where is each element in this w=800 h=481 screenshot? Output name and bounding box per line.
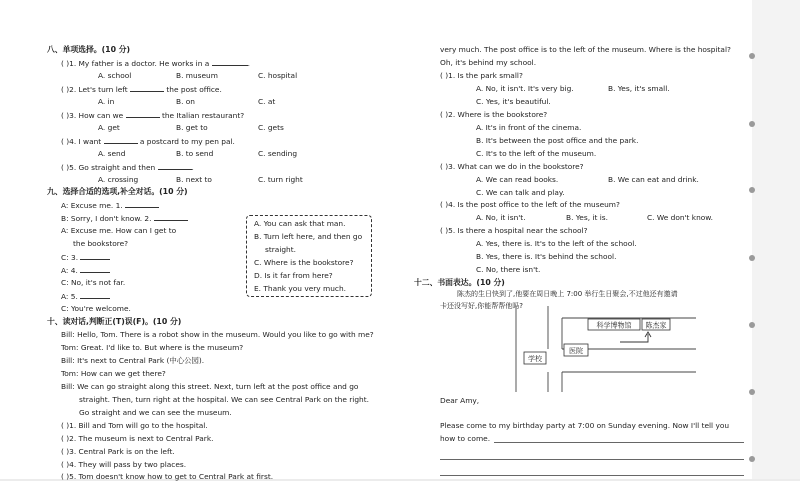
letter-greeting: Dear Amy,	[440, 396, 480, 405]
question-text: ( )2. Let's turn left the post office.	[61, 85, 222, 94]
option-a: A. crossing	[98, 175, 139, 184]
option-c: C. hospital	[258, 71, 298, 80]
home-label: 陈杰家	[645, 321, 667, 330]
dialogue-line: A: 5.	[61, 291, 110, 301]
box-option: A. You can ask that man.	[254, 219, 346, 228]
page-margin	[752, 0, 800, 479]
letter-body: Please come to my birthday party at 7:00 on Sunday evening. Now I'll tell you	[440, 421, 730, 430]
binding-hole	[749, 121, 755, 127]
option-b: B. We can eat and drink.	[608, 175, 699, 184]
museum-label: 科学博物馆	[596, 321, 632, 330]
question-text: ( )1. My father is a doctor. He works in a .	[61, 59, 251, 68]
option-b: B. museum	[176, 71, 218, 80]
question-text: ( )2. Where is the bookstore?	[440, 110, 548, 119]
dialogue-line: C: You're welcome.	[61, 304, 131, 313]
section-12-title: 十二、书面表达。(10 分)	[414, 278, 505, 287]
writing-prompt: 卡还没写好,你能帮帮他吗?	[440, 302, 523, 310]
box-option: D. Is it far from here?	[254, 271, 333, 280]
option-b: B. to send	[176, 149, 214, 158]
statement: ( )5. Tom doesn't know how to get to Central Park at first.	[61, 472, 274, 481]
option-c: C. gets	[258, 123, 284, 132]
binding-hole	[749, 255, 755, 261]
dialogue-line: C: No, it's not far.	[61, 278, 126, 287]
question-text: ( )4. I want a postcard to my pen pal.	[61, 137, 235, 146]
option-c: C. It's to the left of the museum.	[476, 149, 597, 158]
passage-line: Oh, it's behind my school.	[440, 58, 537, 67]
option-c: C. No, there isn't.	[476, 265, 541, 274]
writing-line[interactable]	[440, 475, 744, 476]
option-a: A. get	[98, 123, 120, 132]
option-b: B. Yes, there is. It's behind the school.	[476, 252, 617, 261]
option-a: A. We can read books.	[476, 175, 559, 184]
dialogue-line: A: Excuse me. 1.	[61, 200, 159, 210]
route-map	[510, 306, 696, 392]
binding-hole	[749, 322, 755, 328]
dialogue-line: Go straight and we can see the museum.	[79, 408, 232, 417]
box-option: C. Where is the bookstore?	[254, 258, 354, 267]
option-c: C. at	[258, 97, 276, 106]
dialogue-line: Bill: It's next to Central Park (中心公园).	[61, 356, 205, 365]
option-b: B. on	[176, 97, 195, 106]
dialogue-line: B: Sorry, I don't know. 2.	[61, 213, 188, 223]
box-option: B. Turn left here, and then go	[254, 232, 363, 241]
box-option: E. Thank you very much.	[254, 284, 347, 293]
dialogue-line: Tom: Great. I'd like to. But where is the museum?	[61, 343, 244, 352]
question-text: ( )4. Is the post office to the left of the museum?	[440, 200, 620, 209]
option-c: C. turn right	[258, 175, 303, 184]
statement: ( )1. Bill and Tom will go to the hospital.	[61, 421, 208, 430]
binding-hole	[749, 53, 755, 59]
binding-hole	[749, 389, 755, 395]
option-b: B. get to	[176, 123, 208, 132]
option-c: C. We don't know.	[647, 213, 714, 222]
option-a: A. Yes, there is. It's to the left of the school.	[476, 239, 637, 248]
dialogue-line: A: 4.	[61, 265, 110, 275]
option-b: B. It's between the post office and the park.	[476, 136, 639, 145]
question-text: ( )3. What can we do in the bookstore?	[440, 162, 584, 171]
option-a: A. in	[98, 97, 115, 106]
option-a: A. No, it isn't. It's very big.	[476, 84, 574, 93]
option-c: C. Yes, it's beautiful.	[476, 97, 551, 106]
writing-line[interactable]	[440, 459, 744, 460]
option-a: A. school	[98, 71, 132, 80]
option-c: C. sending	[258, 149, 298, 158]
question-text: ( )1. Is the park small?	[440, 71, 523, 80]
question-text: ( )5. Is there a hospital near the school?	[440, 226, 588, 235]
section-8-title: 八、单项选择。(10 分)	[47, 45, 131, 54]
dialogue-line: A: Excuse me. How can I get to	[61, 226, 177, 235]
passage-line: very much. The post office is to the left of the museum. Where is the hospital?	[440, 45, 731, 54]
dialogue-line: Bill: We can go straight along this street. Next, turn left at the post office and go	[61, 382, 359, 391]
option-b: B. Yes, it is.	[566, 213, 608, 222]
dialogue-line: straight. Then, turn right at the hospital. We can see Central Park on the right.	[79, 395, 369, 404]
option-a: A. It's in front of the cinema.	[476, 123, 582, 132]
writing-prompt: 陈杰的生日快到了,他要在周日晚上 7:00 举行生日聚会,不过他还有邀请	[457, 290, 678, 298]
question-text: ( )5. Go straight and then .	[61, 163, 194, 172]
letter-body: how to come.	[440, 434, 491, 443]
dialogue-line: Tom: How can we get there?	[61, 369, 166, 378]
binding-hole	[749, 456, 755, 462]
school-label: 学校	[528, 355, 542, 363]
hospital-label: 医院	[569, 347, 583, 355]
option-b: B. next to	[176, 175, 212, 184]
question-text: ( )3. How can we the Italian restaurant?	[61, 111, 245, 120]
dialogue-line: Bill: Hello, Tom. There is a robot show in the museum. Would you like to go with me?	[61, 330, 374, 339]
statement: ( )3. Central Park is on the left.	[61, 447, 175, 456]
option-c: C. We can talk and play.	[476, 188, 565, 197]
section-9-title: 九、选择合适的选项,补全对话。(10 分)	[47, 187, 188, 196]
option-a: A. No, it isn't.	[476, 213, 526, 222]
binding-hole	[749, 187, 755, 193]
writing-line[interactable]	[494, 442, 744, 443]
option-a: A. send	[98, 149, 126, 158]
statement: ( )2. The museum is next to Central Park.	[61, 434, 214, 443]
section-10-title: 十、读对话,判断正(T)误(F)。(10 分)	[47, 317, 182, 326]
dialogue-line: the bookstore?	[73, 239, 129, 248]
option-b: B. Yes, it's small.	[608, 84, 670, 93]
statement: ( )4. They will pass by two places.	[61, 460, 187, 469]
box-option: straight.	[265, 245, 296, 254]
dialogue-line: C: 3.	[61, 252, 110, 262]
